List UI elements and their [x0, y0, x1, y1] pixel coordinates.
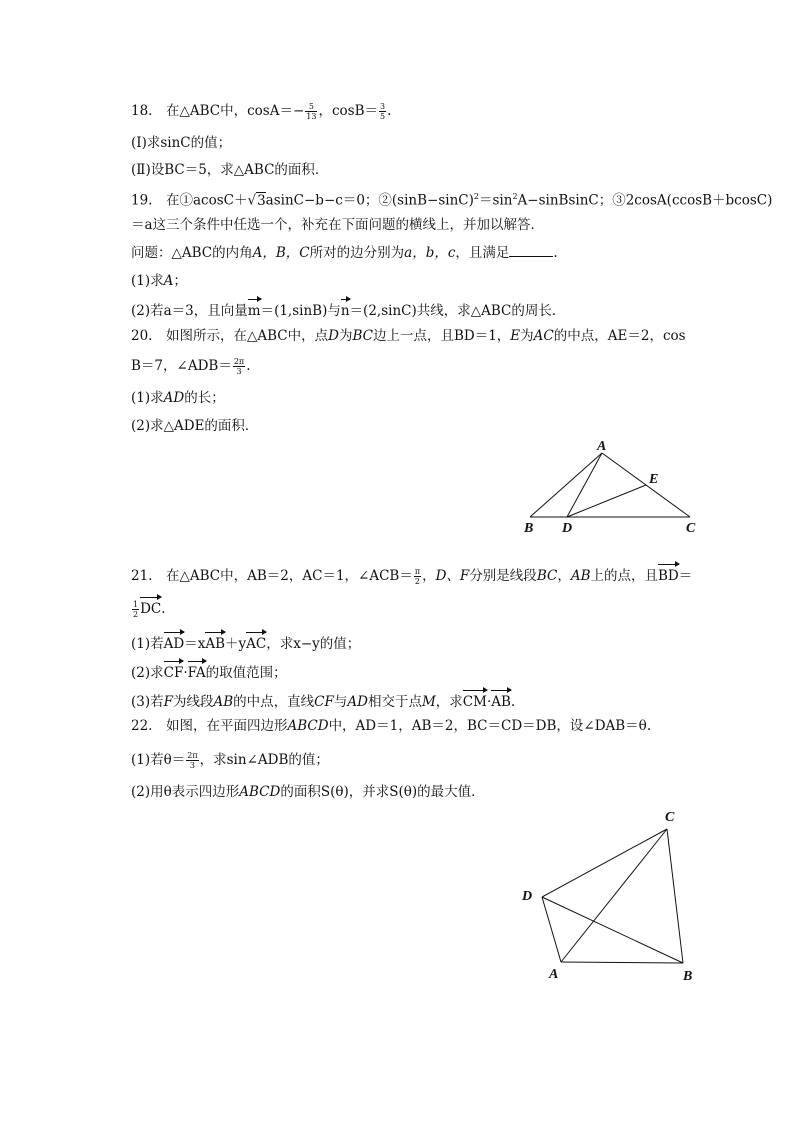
vector-DC: DC [140, 596, 161, 619]
vector-AC: AC [246, 631, 266, 654]
q18-stem: 18. 在△ABC中，cosA＝− $\frac{5}{13}$ ，cosB＝ $\frac{3}{5}$ . [131, 102, 392, 121]
q20-part1: (1)求AD的长； [131, 390, 225, 406]
q19-stem-line2: ＝a这三个条件中任选一个，补充在下面问题的横线上，并加以解答． [131, 217, 545, 233]
label-B: B [524, 521, 534, 536]
q22-stem: 22. 如图，在平面四边形ABCD中，AD＝1，AB＝2，BC＝CD＝DB，设∠DAB＝θ. [131, 718, 652, 734]
q20-part2: (2)求△ADE的面积． [131, 418, 259, 434]
vector-AB: AB [491, 689, 511, 712]
q18-part1: (Ⅰ)求sinC的值； [131, 135, 232, 151]
q21-part1: (1)若AD＝xAB＋yAC，求x−y的值； [131, 631, 360, 654]
segment-CD [542, 829, 667, 897]
angle-fraction: $\frac{2\pi}{3}$ [233, 357, 245, 376]
label-D: D [522, 889, 533, 904]
answer-blank [509, 244, 553, 257]
q19-part2: (2)若a＝3，且向量m＝(1,sinB)与n＝(2,sinC)共线，求△ABC的周长． [131, 298, 565, 321]
vector-AB: AB [205, 631, 225, 654]
segment-BC [667, 829, 683, 963]
q21-part3: (3)若F为线段AB的中点，直线CF与AD相交于点M，求CM·AB. [131, 689, 515, 712]
q19-stem-line1: 19. 在①acosC＋√3asinC−b−c＝0；$②(\sin B-\sin C)^2=\sin^2A-sinBsinC$；③2cosA(ccosB＋bcosC) [131, 192, 773, 209]
label-E: E [649, 472, 659, 487]
half-fraction: $\frac{1}{2}$ [133, 600, 139, 619]
vector-AD: AD [164, 631, 185, 654]
q21-stem-line2: $\frac{1}{2}$ DC. [131, 596, 166, 619]
angle-fraction: $\frac{\pi}{2}$ [414, 567, 421, 586]
q18-text: △ABC中，cosA＝− [179, 103, 305, 119]
q22-part2: (2)用θ表示四边形ABCD的面积S(θ)，并求S(θ)的最大值． [131, 784, 485, 800]
label-C: C [686, 521, 696, 536]
label-B: B [683, 969, 693, 984]
q19-problem: 问题：△ABC的内角A，B，C所对的边分别为a，b，c，且满足 . [131, 245, 558, 261]
vector-n: n [341, 298, 350, 321]
theta-fraction: $\frac{2\pi}{3}$ [187, 751, 198, 770]
segment-DA [542, 897, 561, 962]
q18-part2: (Ⅱ)设BC＝5，求△ABC的面积． [131, 162, 329, 178]
segment-AD [567, 453, 602, 517]
q20-triangle-figure [515, 438, 705, 538]
vector-CF: CF [164, 660, 184, 683]
label-D: D [562, 521, 573, 536]
vector-BD: BD [658, 563, 679, 586]
q20-stem-line1: 20. 如图所示，在△ABC中，点D为BC边上一点，且BD＝1，E为AC的中点，AE＝2，cos [131, 328, 686, 344]
q18-number: 18. 在 [131, 103, 180, 119]
q22-quadrilateral-figure [510, 800, 710, 990]
vector-m: m [248, 298, 261, 321]
q21-part2: (2)求CF·FA的取值范围； [131, 660, 287, 683]
segment-DB [542, 897, 683, 963]
q19-part1: (1)求A； [131, 273, 187, 289]
vector-FA: FA [188, 660, 206, 683]
q21-stem-line1: 21. 在△ABC中，AB＝2，AC＝1，∠ACB＝ $\frac{\pi}{2}$ ，D、F分别是线段BC，AB上的点，且BD＝ [131, 563, 692, 586]
segment-AC [561, 829, 667, 962]
label-C: C [665, 810, 675, 825]
q18-cosA-fraction: $\frac{5}{13}$ [306, 102, 317, 121]
q20-stem-line2: B＝7，∠ADB＝ $\frac{2\pi}{3}$ . [131, 357, 251, 376]
vector-CM: CM [463, 689, 487, 712]
label-A: A [549, 967, 559, 982]
label-A: A [597, 439, 607, 454]
segment-DE [567, 485, 646, 517]
q22-part1: (1)若θ＝ $\frac{2\pi}{3}$ ，求sin∠ADB的值； [131, 751, 329, 770]
sqrt-symbol: √ [247, 192, 257, 209]
segment-AB [561, 962, 683, 963]
q18-cosB-fraction: $\frac{3}{5}$ [380, 102, 386, 121]
